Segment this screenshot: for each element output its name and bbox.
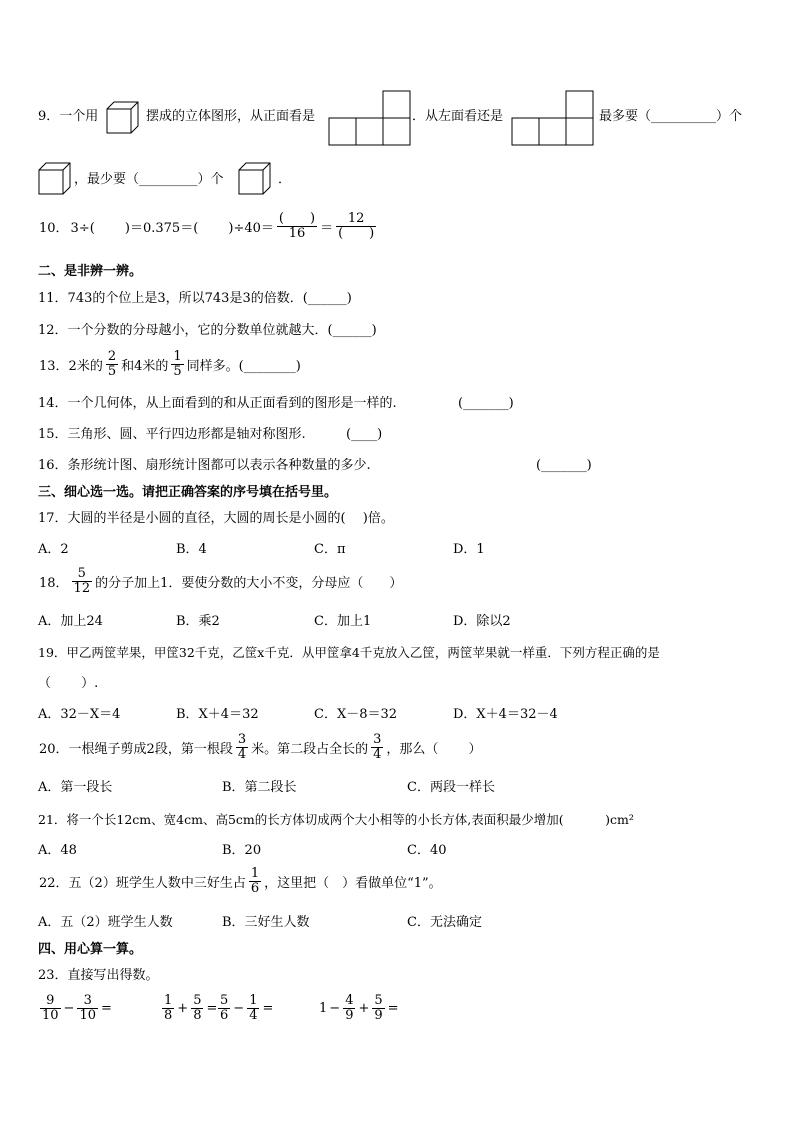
- section-3-title: 三、细心选一选。请把正确答案的序号填在括号里。: [38, 485, 338, 500]
- q16-blank: (_______): [536, 458, 592, 473]
- q21-option-b: B．20: [222, 843, 262, 858]
- left-view-grid: [511, 90, 595, 146]
- q21-option-a: A．48: [38, 843, 77, 858]
- cube-icon: [106, 101, 140, 135]
- q20-option-a: A．第一段长: [38, 780, 113, 795]
- q22-option-a: A．五（2）班学生人数: [38, 915, 173, 930]
- q17-option-b: B．4: [176, 542, 207, 557]
- q18-stem: 18． $\frac{5}{12}$ 的分子加上1．要使分数的大小不变，分母应（ ）: [39, 566, 403, 596]
- q23-expression-3: $\frac{5}{6}$ − $\frac{1}{4}$ =: [220, 993, 274, 1023]
- q20-option-c: C．两段一样长: [407, 780, 495, 795]
- q11: 11．743的个位上是3，所以743是3的倍数．(______): [38, 291, 352, 306]
- q10-fraction-1: $\frac{( )}{16}$: [278, 211, 316, 241]
- q13: 13．2米的 $\frac{2}{5}$ 和4米的 $\frac{1}{5}$ 同样多。(________): [39, 349, 301, 379]
- q19-option-b: B．X＋4＝32: [176, 707, 259, 722]
- q15-blank: (____): [346, 427, 383, 442]
- q10-text: 3÷( )＝0.375＝( )÷40＝: [70, 221, 274, 236]
- q20-stem: 20．一根绳子剪成2段，第一根段 $\frac{3}{4}$ 米。第二段占全长的 $\frac{3}{4}$ ，那么（ ）: [39, 732, 482, 762]
- q9-text-2: 摆成的立体图形，从正面看是: [146, 109, 316, 124]
- q14-blank: (_______): [458, 396, 514, 411]
- q21-stem: 21．将一个长12cm、宽4cm、高5cm的长方体切成两个大小相等的小长方体,表面积最少增加( )cm²: [38, 812, 634, 827]
- q18-option-b: B．乘2: [176, 614, 220, 629]
- q20-option-b: B．第二段长: [222, 780, 297, 795]
- q9-text-5: ，最少要（_________）个: [74, 172, 224, 187]
- q20-fraction-1: $\frac{3}{4}$: [237, 732, 247, 762]
- q19-option-c: C．X－8＝32: [314, 707, 398, 722]
- q23-stem: 23．直接写出得数。: [38, 968, 159, 983]
- q14-text: 14．一个几何体，从上面看到的和从正面看到的图形是一样的.: [38, 396, 397, 411]
- q9-text-3: ．从左面看还是: [412, 109, 504, 124]
- q23-expression-1: $\frac{9}{10}$ − $\frac{3}{10}$ =: [42, 993, 112, 1023]
- q19-option-d: D．X＋4＝32－4: [453, 707, 558, 722]
- cube-icon: [238, 162, 272, 196]
- q18-option-c: C．加上1: [314, 614, 372, 629]
- q9-line1: [38, 109, 98, 125]
- q18-fraction: $\frac{5}{12}$: [73, 566, 91, 596]
- q22-option-b: B．三好生人数: [222, 915, 310, 930]
- front-view-grid: [328, 90, 412, 146]
- q19-stem-line2: （ ）.: [38, 676, 99, 691]
- q13-fraction-2: $\frac{1}{5}$: [173, 349, 182, 379]
- q17-stem: 17．大圆的半径是小圆的直径，大圆的周长是小圆的( )倍。: [38, 511, 394, 526]
- q9-text-6: ．: [278, 172, 292, 187]
- cube-icon: [38, 162, 72, 196]
- section-4-title: 四、用心算一算。: [38, 942, 143, 957]
- q9-text-1: 一个用: [59, 109, 99, 124]
- q19-stem-line1: 19．甲乙两筐苹果，甲筐32千克，乙筐x千克．从甲筐拿4千克放入乙筐，两筐苹果就一样重．下列方程正确的是: [38, 645, 660, 660]
- q23-expression-2: $\frac{1}{8}$ + $\frac{5}{8}$ =: [164, 993, 218, 1023]
- q16-text: 16．条形统计图、扇形统计图都可以表示各种数量的多少.: [38, 458, 371, 473]
- q10-fraction-2: $\frac{12}{( )}$: [338, 211, 375, 241]
- q17-option-c: C．π: [314, 542, 346, 557]
- q20-fraction-2: $\frac{3}{4}$: [373, 732, 382, 762]
- section-2-title: 二、是非辨一辨。: [38, 264, 143, 279]
- q15-text: 15．三角形、圆、平行四边形都是轴对称图形.: [38, 427, 306, 442]
- q13-fraction-1: $\frac{2}{5}$: [107, 349, 117, 379]
- q23-expression-4: 1 − $\frac{4}{9}$ + $\frac{5}{9}$ =: [319, 993, 399, 1023]
- q12: 12．一个分数的分母越小，它的分数单位就越大．(______): [38, 323, 377, 338]
- q21-option-c: C．40: [407, 843, 447, 858]
- q17-option-d: D．1: [453, 542, 485, 557]
- q9-text-4: 最多要（__________）个: [599, 109, 743, 124]
- q10-line: 10． 3÷( )＝0.375＝( )÷40＝ $\frac{( )}{16}$ ＝ $\frac{12}{( )}$: [39, 211, 375, 241]
- q22-stem: 22．五（2）班学生人数中三好生占 $\frac{1}{6}$ ，这里把（ ）看做单位“1”。: [39, 866, 442, 896]
- q22-option-c: C．无法确定: [407, 915, 482, 930]
- q22-fraction: $\frac{1}{6}$: [250, 866, 260, 896]
- q17-option-a: A．2: [38, 542, 69, 557]
- q10-number: 10．: [39, 221, 69, 236]
- q19-option-a: A．32－X＝4: [38, 707, 121, 722]
- q18-option-a: A．加上24: [38, 614, 103, 629]
- q18-option-d: D．除以2: [453, 614, 511, 629]
- q9-number: 9．: [38, 109, 60, 124]
